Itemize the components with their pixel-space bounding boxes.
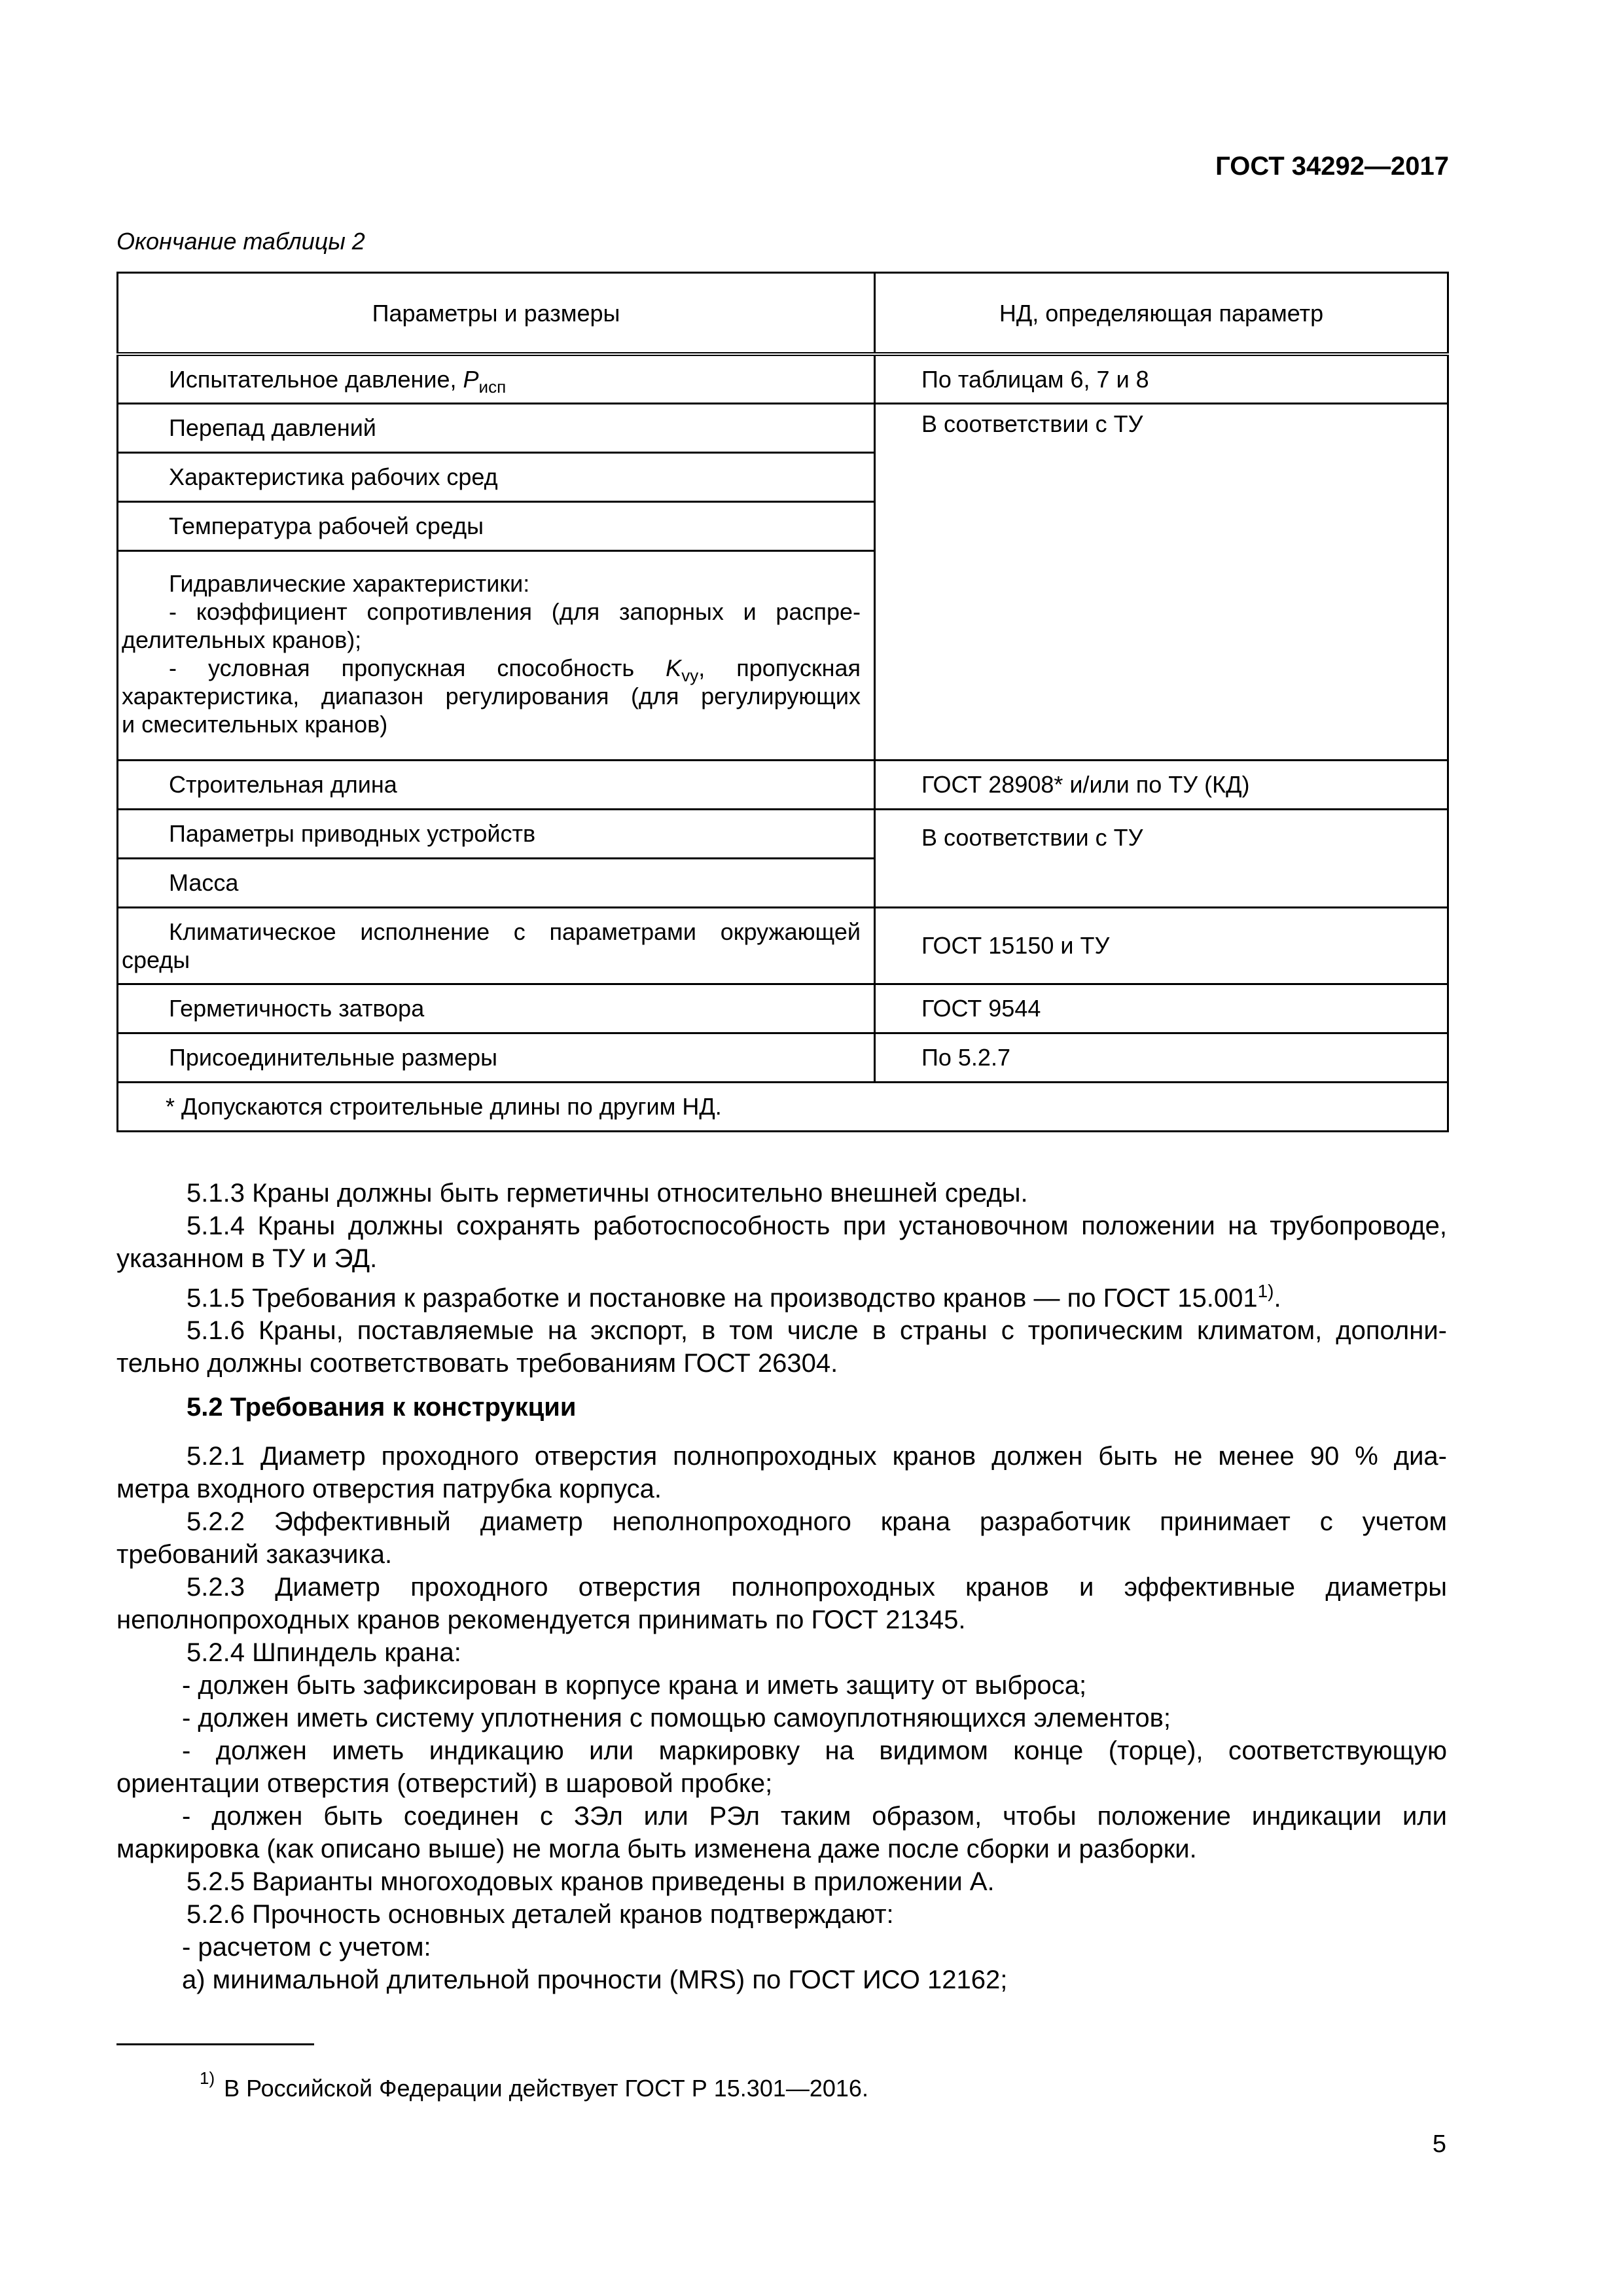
- paragraph-5-2-2: 5.2.2 Эффективный диаметр неполнопроходного крана разработчик принимает с учетом: [187, 1507, 1447, 1536]
- list-item: - расчетом с учетом:: [182, 1933, 431, 1962]
- paragraph-5-2-5: 5.2.5 Варианты многоходовых кранов приведены в приложении А.: [187, 1867, 995, 1896]
- nd-cell-merged: В соответствии с ТУ: [875, 403, 1448, 760]
- param-cell: Параметры приводных устройств: [118, 809, 875, 858]
- column-header-parameters: Параметры и размеры: [118, 273, 875, 355]
- param-cell: Перепад давлений: [118, 403, 875, 452]
- table-footnote-row: [118, 1082, 1448, 1131]
- column-header-nd: НД, определяющая параметр: [875, 273, 1448, 355]
- table-row: [118, 809, 1448, 858]
- paragraph-5-2-2-cont: требований заказчика.: [116, 1540, 393, 1569]
- table-row: [118, 354, 1448, 403]
- table-row: [118, 907, 1448, 984]
- parameters-table: [116, 272, 1449, 1132]
- param-cell: Строительная длина: [118, 760, 875, 809]
- table-row: [118, 403, 1448, 452]
- body-text: [116, 1177, 1447, 1380]
- paragraph-5-1-5: 5.1.5 Требования к разработке и постановке на производство кранов — по ГОСТ 15.001$^{1)}$.: [187, 1281, 1281, 1313]
- list-item: - должен иметь индикацию или маркировку на видимом конце (торце), соответствующую: [182, 1736, 1447, 1765]
- paragraph-5-1-4-cont: указанном в ТУ и ЭД.: [116, 1244, 378, 1273]
- paragraph-5-2-4: 5.2.4 Шпиндель крана:: [187, 1638, 461, 1667]
- nd-cell: По таблицам 6, 7 и 8: [875, 354, 1448, 403]
- list-item: - должен быть соединен с ЗЭл или РЭл таким образом, чтобы положение индикации или: [182, 1802, 1447, 1831]
- list-item-cont: ориентации отверстия (отверстий) в шаровой пробке;: [116, 1769, 773, 1798]
- param-cell: Присоединительные размеры: [118, 1033, 875, 1082]
- paragraph-5-1-6: 5.1.6 Краны, поставляемые на экспорт, в том числе в страны с тропическим климатом, дополни-: [187, 1316, 1447, 1346]
- list-item: - должен иметь систему уплотнения с помощью самоуплотняющихся элементов;: [182, 1704, 1171, 1732]
- nd-cell: По 5.2.7: [875, 1033, 1448, 1082]
- footnote-ref: 1): [1257, 1281, 1274, 1301]
- param-cell: Испытательное давление, $P_{исп}$: [118, 354, 875, 403]
- paragraph-5-1-4: 5.1.4 Краны должны сохранять работоспособность при установочном положении на трубопроводе,: [187, 1211, 1447, 1240]
- page-footnote: [200, 2068, 868, 2102]
- param-cell: Климатическое исполнение с параметрами окружающей среды: [118, 907, 875, 984]
- param-cell: Характеристика рабочих сред: [118, 452, 875, 501]
- param-cell-hydraulic: Гидравлические характеристики: - коэффициент сопротивления (для запорных и распре- делительных кранов); - условная пропускная способность $K_{vy}$, пропускная характеристика, диапазон регулирования (для регулирующих и смесительных кранов): [118, 550, 875, 760]
- table-header-row: [118, 273, 1448, 355]
- page-number: 5: [1432, 2130, 1446, 2158]
- footnote-divider: [116, 2043, 314, 2045]
- nd-cell: ГОСТ 28908* и/или по ТУ (КД): [875, 760, 1448, 809]
- paragraph-5-2-6: 5.2.6 Прочность основных деталей кранов подтверждают:: [187, 1900, 894, 1929]
- paragraph-5-2-1: 5.2.1 Диаметр проходного отверстия полнопроходных кранов должен быть не менее 90 % диа-: [187, 1442, 1447, 1471]
- table-row: [118, 984, 1448, 1033]
- paragraph-5-2-3-cont: неполнопроходных кранов рекомендуется принимать по ГОСТ 21345.: [116, 1605, 966, 1634]
- nd-cell-merged: В соответствии с ТУ: [875, 809, 1448, 907]
- param-cell: Температура рабочей среды: [118, 501, 875, 550]
- param-cell: Масса: [118, 858, 875, 907]
- paragraph-5-1-3: 5.1.3 Краны должны быть герметичны относительно внешней среды.: [187, 1179, 1028, 1208]
- body-text-5-2: [116, 1440, 1447, 1996]
- list-item: - должен быть зафиксирован в корпусе крана и иметь защиту от выброса;: [182, 1671, 1087, 1700]
- footnote-mark: 1): [200, 2068, 215, 2088]
- document-header: ГОСТ 34292—2017: [1215, 152, 1449, 181]
- table-footnote: * Допускаются строительные длины по другим НД.: [118, 1082, 1448, 1131]
- table-row: [118, 1033, 1448, 1082]
- table-caption: Окончание таблицы 2: [116, 228, 365, 255]
- paragraph-5-1-6-cont: тельно должны соответствовать требованиям ГОСТ 26304.: [116, 1349, 838, 1378]
- nd-cell: ГОСТ 15150 и ТУ: [875, 907, 1448, 984]
- paragraph-5-2-3: 5.2.3 Диаметр проходного отверстия полнопроходных кранов и эффективные диаметры: [187, 1573, 1447, 1602]
- list-item-cont: маркировка (как описано выше) не могла быть изменена даже после сборки и разборки.: [116, 1835, 1197, 1863]
- param-cell: Герметичность затвора: [118, 984, 875, 1033]
- nd-cell: ГОСТ 9544: [875, 984, 1448, 1033]
- footnote-text: В Российской Федерации действует ГОСТ Р 15.301—2016.: [224, 2075, 868, 2102]
- paragraph-5-2-1-cont: метра входного отверстия патрубка корпуса.: [116, 1475, 662, 1503]
- table-row: [118, 760, 1448, 809]
- list-item: а) минимальной длительной прочности (MRS) по ГОСТ ИСО 12162;: [182, 1965, 1008, 1994]
- section-heading-5-2: 5.2 Требования к конструкции: [187, 1393, 577, 1422]
